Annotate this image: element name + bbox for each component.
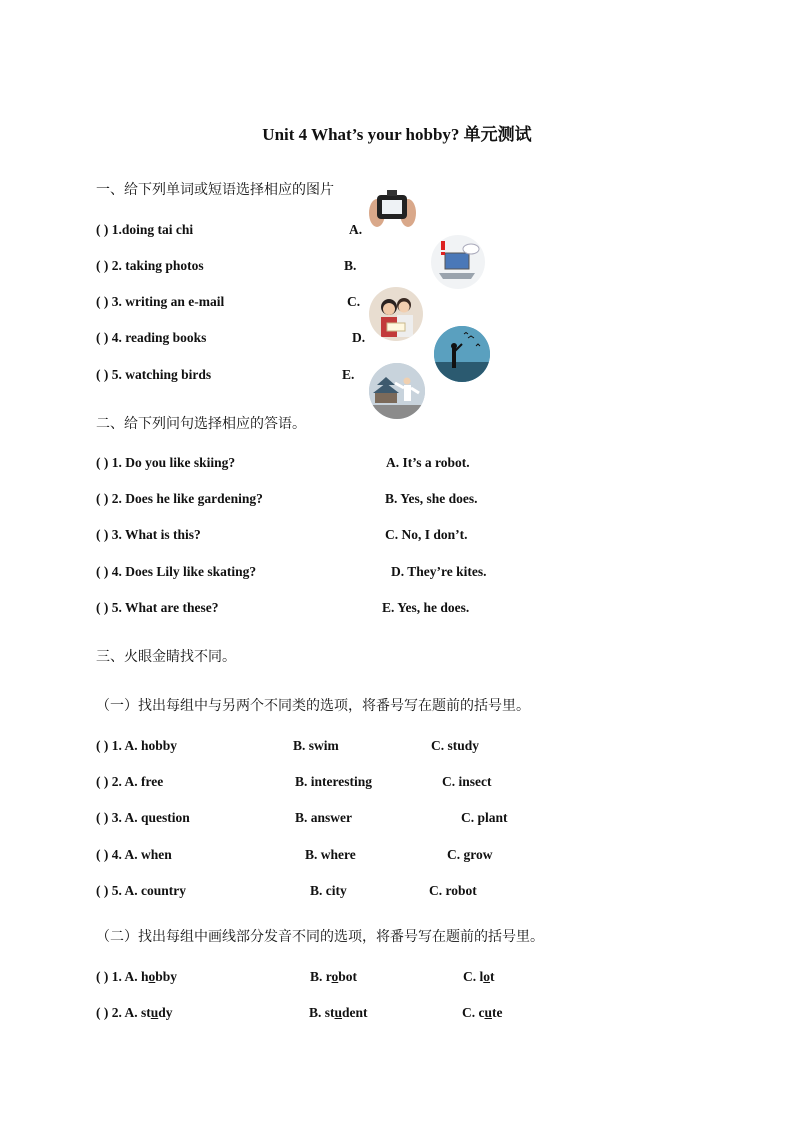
list-item: ( ) 1. Do you like skiing?: [96, 455, 236, 470]
answer-option: E. Yes, he does.: [382, 600, 470, 615]
answer-option: A. It’s a robot.: [386, 455, 470, 470]
option-c: C. study: [431, 738, 480, 753]
section3-part1-heading: （一）找出每组中与另两个不同类的选项，将番号写在题前的括号里。: [96, 698, 530, 714]
list-item: ( ) 3. writing an e-mail: [96, 294, 225, 309]
children-reading-picture: [369, 287, 423, 341]
option-c: C. insect: [442, 774, 492, 789]
list-item: ( ) 2. A. free: [96, 774, 164, 789]
bird-watcher-picture: [434, 326, 490, 382]
answer-blank[interactable]: ( ): [96, 969, 109, 984]
list-item: ( ) 1. A. hobby: [96, 738, 178, 753]
answer-blank[interactable]: ( ): [96, 1005, 109, 1020]
underlined-letter: u: [150, 1005, 159, 1020]
list-item: ( ) 3. What is this?: [96, 527, 201, 542]
tai-chi-picture: [369, 363, 425, 419]
answer-option: B. Yes, she does.: [385, 491, 478, 506]
list-item: ( ) 2. taking photos: [96, 258, 204, 273]
answer-blank[interactable]: ( ): [96, 367, 109, 382]
answer-blank[interactable]: ( ): [96, 491, 109, 506]
answer-blank[interactable]: ( ): [96, 527, 109, 542]
list-item: ( ) 2. A. study: [96, 1005, 173, 1020]
list-item: ( ) 1. A. hobby: [96, 969, 178, 984]
section1-heading: 一、给下列单词或短语选择相应的图片: [96, 182, 334, 198]
option-b: B. interesting: [295, 774, 372, 789]
option-b: B. swim: [293, 738, 339, 753]
page-title: Unit 4 What’s your hobby? 单元测试: [262, 125, 532, 144]
option-b: B. robot: [310, 969, 358, 984]
list-item: ( ) 4. Does Lily like skating?: [96, 564, 257, 579]
answer-option: D. They’re kites.: [391, 564, 487, 579]
underlined-letter: u: [334, 1005, 343, 1020]
section3-heading: 三、火眼金睛找不同。: [96, 649, 236, 665]
answer-blank[interactable]: ( ): [96, 774, 109, 789]
option-b: B. city: [310, 883, 347, 898]
option-c: C. lot: [463, 969, 495, 984]
laptop-email-picture: [431, 235, 485, 289]
answer-blank[interactable]: ( ): [96, 258, 109, 273]
list-item: ( ) 2. Does he like gardening?: [96, 491, 263, 506]
answer-blank[interactable]: ( ): [96, 564, 109, 579]
option-letter: A.: [349, 222, 363, 237]
option-c: C. robot: [429, 883, 477, 898]
answer-option: C. No, I don’t.: [385, 527, 468, 542]
option-letter: E.: [342, 367, 355, 382]
underlined-letter: o: [483, 969, 490, 984]
answer-blank[interactable]: ( ): [96, 294, 109, 309]
answer-blank[interactable]: ( ): [96, 883, 109, 898]
camera-picture: [367, 183, 417, 233]
option-c: C. grow: [447, 847, 493, 862]
answer-blank[interactable]: ( ): [96, 222, 109, 237]
underlined-letter: o: [148, 969, 156, 984]
list-item: ( ) 5. watching birds: [96, 367, 212, 382]
answer-blank[interactable]: ( ): [96, 330, 109, 345]
option-b: B. student: [309, 1005, 368, 1020]
list-item: ( ) 3. A. question: [96, 810, 190, 825]
list-item: ( ) 5. A. country: [96, 883, 186, 898]
option-b: B. where: [305, 847, 356, 862]
list-item: ( ) 5. What are these?: [96, 600, 219, 615]
section2-heading: 二、给下列问句选择相应的答语。: [96, 416, 306, 432]
option-letter: B.: [344, 258, 357, 273]
option-letter: D.: [352, 330, 366, 345]
list-item: ( ) 4. reading books: [96, 330, 207, 345]
list-item: ( ) 4. A. when: [96, 847, 172, 862]
answer-blank[interactable]: ( ): [96, 738, 109, 753]
option-c: C. cute: [462, 1005, 503, 1020]
option-letter: C.: [347, 294, 361, 309]
answer-blank[interactable]: ( ): [96, 810, 109, 825]
option-b: B. answer: [295, 810, 352, 825]
list-item: ( ) 1.doing tai chi: [96, 222, 194, 237]
answer-blank[interactable]: ( ): [96, 847, 109, 862]
answer-blank[interactable]: ( ): [96, 600, 109, 615]
option-c: C. plant: [461, 810, 508, 825]
answer-blank[interactable]: ( ): [96, 455, 109, 470]
section3-part2-heading: （二）找出每组中画线部分发音不同的选项，将番号写在题前的括号里。: [96, 929, 544, 945]
underlined-letter: o: [331, 969, 339, 984]
underlined-letter: u: [484, 1005, 493, 1020]
